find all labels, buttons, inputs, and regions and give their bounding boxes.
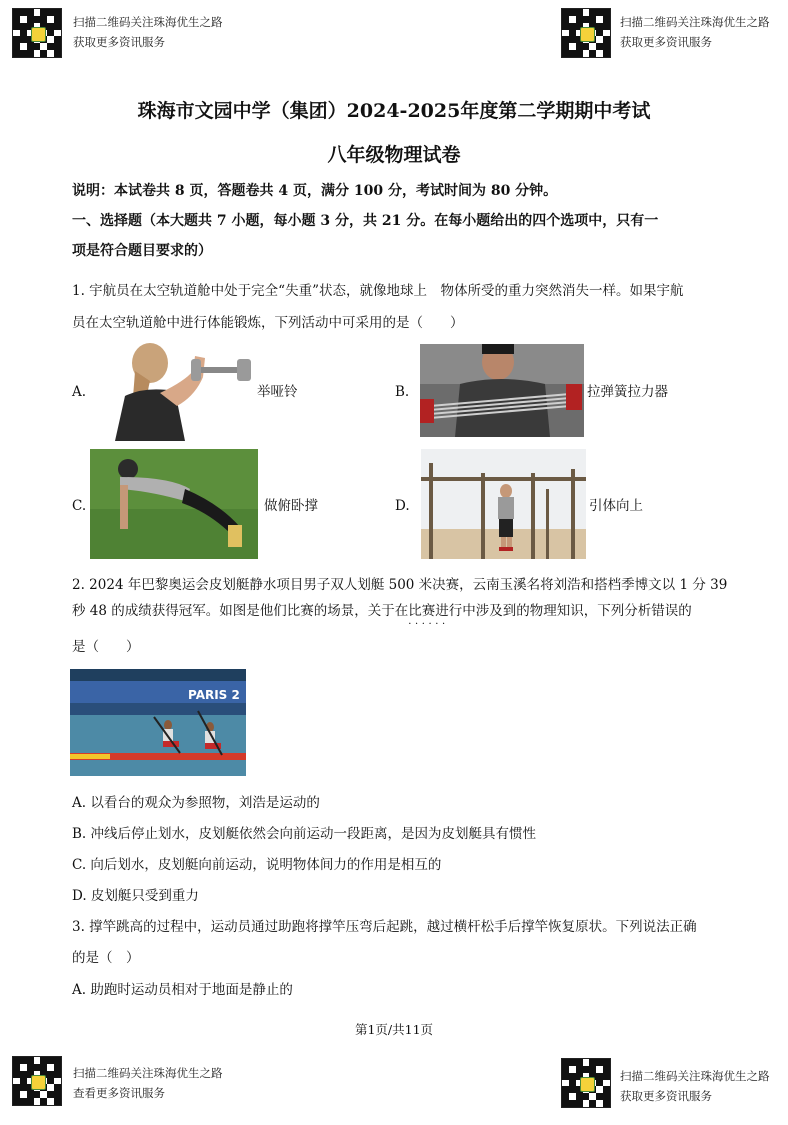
spring-expander-photo xyxy=(420,344,584,437)
option-text: 拉弹簧拉力器 xyxy=(587,384,668,400)
question-1-line1: 1. 宇航员在太空轨道舱中处于完全“失重”状态，就像地球上 物体所受的重力突然消失一样。如果宇航 xyxy=(72,283,684,299)
dumbbell-photo xyxy=(105,341,255,441)
watermark-line1: 扫描二维码关注珠海优生之路 xyxy=(620,15,770,29)
qr-logo-icon xyxy=(580,27,595,42)
canoe-race-photo xyxy=(70,669,246,776)
section-heading-line1: 一、选择题（本大题共 7 小题，每小题 3 分，共 21 分。在每小题给出的四个选项中，只有一 xyxy=(72,213,659,229)
option-letter: A. xyxy=(72,384,87,400)
option-text: 引体向上 xyxy=(589,498,643,514)
question-3-line1: 3. 撑竿跳高的过程中，运动员通过助跑将撑竿压弯后起跳，越过横杆松手后撑竿恢复原状。下列说法正确 xyxy=(72,919,697,935)
question-2-option-a: A. 以看台的观众为参照物，刘浩是运动的 xyxy=(72,795,320,811)
exam-note: 说明：本试卷共 8 页，答题卷共 4 页，满分 100 分，考试时间为 80 分钟。 xyxy=(72,183,558,199)
question-2-option-c: C. 向后划水，皮划艇向前运动，说明物体间力的作用是相互的 xyxy=(72,857,442,873)
option-letter: D. xyxy=(395,498,410,514)
question-2-option-d: D. 皮划艇只受到重力 xyxy=(72,888,199,904)
watermark-line2: 获取更多资讯服务 xyxy=(620,35,712,49)
pull-up-photo xyxy=(421,449,586,559)
emphasized-text: 比赛进行中 · · · xyxy=(408,603,476,619)
question-2-option-b: B. 冲线后停止划水，皮划艇依然会向前运动一段距离，是因为皮划艇具有惯性 xyxy=(72,826,537,842)
qr-code-icon xyxy=(12,1056,62,1106)
qr-code-icon xyxy=(561,1058,611,1108)
banner-text: PARIS 2 xyxy=(188,688,240,702)
push-up-photo xyxy=(90,449,258,559)
option-letter: C. xyxy=(72,498,87,514)
section-heading-line2: 项是符合题目要求的） xyxy=(72,243,212,259)
question-text: 秒 48 的成绩获得冠军。如图是他们比赛的场景，关于在 xyxy=(72,603,409,619)
watermark-line2: 查看更多资讯服务 xyxy=(73,1086,165,1100)
watermark-top-right xyxy=(620,12,770,52)
question-2-line2 xyxy=(72,602,692,620)
watermark-line1: 扫描二维码关注珠海优生之路 xyxy=(73,15,223,29)
qr-logo-icon xyxy=(31,27,46,42)
question-1-line2: 员在太空轨道舱中进行体能锻炼，下列活动中可采用的是（ ） xyxy=(72,315,464,331)
question-2-line1: 2. 2024 年巴黎奥运会皮划艇静水项目男子双人划艇 500 米决赛，云南玉溪名将刘浩和搭档季博文以 1 分 39 xyxy=(72,577,728,593)
watermark-bottom-left xyxy=(73,1063,223,1103)
watermark-bottom-right xyxy=(620,1066,770,1106)
watermark-line1: 扫描二维码关注珠海优生之路 xyxy=(620,1069,770,1083)
option-text: 举哑铃 xyxy=(257,384,298,400)
exam-subtitle: 八年级物理试卷 xyxy=(327,144,461,166)
qr-logo-icon xyxy=(31,1075,46,1090)
watermark-top-left xyxy=(73,12,223,52)
option-letter: B. xyxy=(395,384,410,400)
qr-logo-icon xyxy=(580,1077,595,1092)
question-text: 涉及到的物理知识，下列分析错误的 xyxy=(475,603,692,619)
page-number: 第1页/共11页 xyxy=(354,1022,434,1037)
watermark-line2: 获取更多资讯服务 xyxy=(620,1089,712,1103)
qr-code-icon xyxy=(12,8,62,58)
exam-title: 珠海市文园中学（集团）2024-2025年度第二学期期中考试 xyxy=(137,100,651,122)
question-3-line2: 的是（ ） xyxy=(72,950,140,966)
question-3-option-a: A. 助跑时运动员相对于地面是静止的 xyxy=(72,982,293,998)
watermark-line2: 获取更多资讯服务 xyxy=(73,35,165,49)
question-2-line3: 是（ ） xyxy=(72,639,140,655)
option-text: 做俯卧撑 xyxy=(264,498,318,514)
qr-code-icon xyxy=(561,8,611,58)
watermark-line1: 扫描二维码关注珠海优生之路 xyxy=(73,1066,223,1080)
